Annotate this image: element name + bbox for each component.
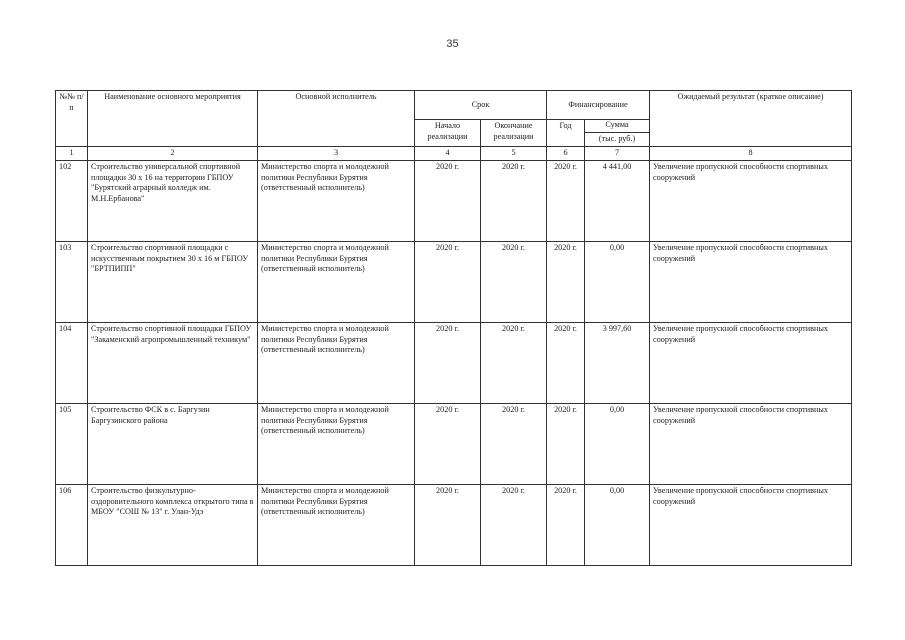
column-number: 4 bbox=[415, 147, 481, 161]
row-end: 2020 г. bbox=[481, 242, 547, 323]
header-executor: Основной исполнитель bbox=[258, 91, 415, 147]
row-end: 2020 г. bbox=[481, 161, 547, 242]
header-num: №№ п/п bbox=[56, 91, 88, 147]
page-number: 35 bbox=[446, 38, 459, 50]
row-number: 105 bbox=[56, 404, 88, 485]
row-measure-name: Строительство спортивной площадки с искусственным покрытием 30 x 16 м ГБПОУ "БРТПИПП" bbox=[88, 242, 258, 323]
row-end: 2020 г. bbox=[481, 485, 547, 566]
table-row bbox=[56, 242, 852, 323]
table-row bbox=[56, 323, 852, 404]
column-number: 8 bbox=[650, 147, 852, 161]
header-name: Наименование основного мероприятия bbox=[88, 91, 258, 147]
column-number: 5 bbox=[481, 147, 547, 161]
column-number-row bbox=[56, 147, 852, 161]
row-executor: Министерство спорта и молодежной политики Республики Бурятия (ответственный исполнитель) bbox=[258, 485, 415, 566]
row-year: 2020 г. bbox=[547, 323, 585, 404]
row-result: Увеличение пропускной способности спортивных сооружений bbox=[650, 161, 852, 242]
row-sum: 0,00 bbox=[585, 242, 650, 323]
row-result: Увеличение пропускной способности спортивных сооружений bbox=[650, 323, 852, 404]
row-sum: 0,00 bbox=[585, 485, 650, 566]
column-number: 2 bbox=[88, 147, 258, 161]
row-end: 2020 г. bbox=[481, 323, 547, 404]
row-year: 2020 г. bbox=[547, 161, 585, 242]
header-start: Начало реализации bbox=[415, 120, 481, 147]
row-number: 102 bbox=[56, 161, 88, 242]
row-number: 103 bbox=[56, 242, 88, 323]
row-start: 2020 г. bbox=[415, 323, 481, 404]
row-executor: Министерство спорта и молодежной политики Республики Бурятия (ответственный исполнитель) bbox=[258, 323, 415, 404]
row-executor: Министерство спорта и молодежной политики Республики Бурятия (ответственный исполнитель) bbox=[258, 404, 415, 485]
header-term: Срок bbox=[415, 91, 547, 120]
row-year: 2020 г. bbox=[547, 242, 585, 323]
row-start: 2020 г. bbox=[415, 404, 481, 485]
table-row bbox=[56, 404, 852, 485]
row-sum: 4 441,00 bbox=[585, 161, 650, 242]
measures-table bbox=[55, 90, 852, 566]
header-sum-units: (тыс. руб.) bbox=[585, 133, 650, 147]
row-number: 104 bbox=[56, 323, 88, 404]
row-result: Увеличение пропускной способности спортивных сооружений bbox=[650, 485, 852, 566]
header-result: Ожидаемый результат (краткое описание) bbox=[650, 91, 852, 147]
row-sum: 3 997,60 bbox=[585, 323, 650, 404]
row-measure-name: Строительство универсальной спортивной площадки 30 x 16 на территории ГБПОУ "Бурятский аграрный колледж им. М.Н.Ербанова" bbox=[88, 161, 258, 242]
row-start: 2020 г. bbox=[415, 161, 481, 242]
column-number: 6 bbox=[547, 147, 585, 161]
header-financing: Финансирование bbox=[547, 91, 650, 120]
header-year: Год bbox=[547, 120, 585, 147]
row-end: 2020 г. bbox=[481, 404, 547, 485]
header-end: Окончание реализации bbox=[481, 120, 547, 147]
table-row bbox=[56, 161, 852, 242]
row-start: 2020 г. bbox=[415, 485, 481, 566]
row-measure-name: Строительство физкультурно-оздоровительного комплекса открытого типа в МБОУ "СОШ № 13" г. Улан-Удэ bbox=[88, 485, 258, 566]
row-result: Увеличение пропускной способности спортивных сооружений bbox=[650, 404, 852, 485]
row-result: Увеличение пропускной способности спортивных сооружений bbox=[650, 242, 852, 323]
header-sum: Сумма bbox=[585, 120, 650, 133]
row-year: 2020 г. bbox=[547, 485, 585, 566]
header-row-top bbox=[56, 91, 852, 120]
row-year: 2020 г. bbox=[547, 404, 585, 485]
column-number: 7 bbox=[585, 147, 650, 161]
row-number: 106 bbox=[56, 485, 88, 566]
row-start: 2020 г. bbox=[415, 242, 481, 323]
column-number: 3 bbox=[258, 147, 415, 161]
row-measure-name: Строительство ФСК в с. Баргузин Баргузинского района bbox=[88, 404, 258, 485]
row-executor: Министерство спорта и молодежной политики Республики Бурятия (ответственный исполнитель) bbox=[258, 242, 415, 323]
column-number: 1 bbox=[56, 147, 88, 161]
row-measure-name: Строительство спортивной площадки ГБПОУ "Закаменский агропромышленный техникум" bbox=[88, 323, 258, 404]
table-row bbox=[56, 485, 852, 566]
row-sum: 0,00 bbox=[585, 404, 650, 485]
row-executor: Министерство спорта и молодежной политики Республики Бурятия (ответственный исполнитель) bbox=[258, 161, 415, 242]
